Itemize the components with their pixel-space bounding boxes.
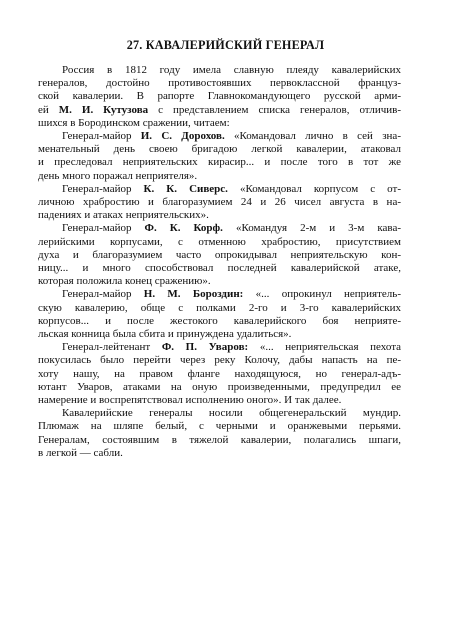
- text-run: ютант Уваров, атаками на оную произведенными, предупредил ее: [38, 380, 401, 393]
- text-run: Генерал-майор: [62, 182, 144, 195]
- text-line: [38, 143, 401, 156]
- text-line: [38, 156, 401, 169]
- text-line: [38, 341, 401, 354]
- text-run: покусилась было перейти через реку Колочу, дабы напасть на пе-: [38, 354, 401, 367]
- text-line: [38, 209, 401, 222]
- text-run: день много поражал неприятеля».: [38, 169, 198, 182]
- text-line: [38, 104, 401, 117]
- chapter-title: 27. КАВАЛЕРИЙСКИЙ ГЕНЕРАЛ: [126, 38, 325, 52]
- paragraph: [38, 64, 401, 130]
- text-run: в легкой — сабли.: [38, 446, 123, 459]
- text-run: лерийскими корпусами, с отменною храбростию, присутствием: [38, 235, 401, 248]
- text-run: Плюмаж на шляпе белый, с черными и оранжевыми перьями.: [38, 420, 401, 433]
- text-line: [38, 222, 401, 235]
- text-run: льская конница была сбита и принуждена удалиться».: [38, 328, 292, 341]
- text-line: [38, 275, 401, 288]
- text-line: [38, 434, 401, 447]
- text-line: [38, 249, 401, 262]
- text-line: [38, 117, 401, 130]
- text-run: «... неприятельская пехота: [248, 341, 401, 354]
- paragraph: [38, 407, 401, 460]
- text-run: ей: [38, 103, 59, 116]
- text-run: «Командовал корпусом с от-: [227, 182, 401, 195]
- text-run: хоту нашу, на правом фланге находящуюся, но генерал-адъ-: [38, 367, 401, 380]
- body-text: [38, 64, 401, 460]
- paragraph: [38, 288, 401, 341]
- paragraph: [38, 130, 401, 183]
- text-run: Генерал-майор: [62, 288, 144, 301]
- text-run: «Командуя 2-м и 3-м кава-: [222, 222, 401, 235]
- text-run: которая положила конец сражению».: [38, 275, 211, 288]
- text-run: с представлением списка генералов, отличив-: [148, 103, 401, 116]
- text-run: корпусов... и после жестокого кавалерийского боя неприяте-: [38, 314, 401, 327]
- text-run: падениях и атаках неприятельских».: [38, 209, 209, 222]
- text-line: [38, 196, 401, 209]
- text-line: [38, 170, 401, 183]
- paragraph: [38, 341, 401, 407]
- text-run: Генерал-майор: [62, 222, 145, 235]
- text-line: [38, 354, 401, 367]
- text-run: Генерал-лейтенант: [62, 341, 162, 354]
- text-run: генералов, достойно противостоявших первоклассной француз-: [38, 77, 401, 90]
- text-line: [38, 381, 401, 394]
- text-line: [38, 315, 401, 328]
- text-run: ницу... и много способствовал последней кавалерийской атаке,: [38, 262, 401, 275]
- person-name: Н. М. Бороздин:: [143, 288, 244, 301]
- text-line: [38, 130, 401, 143]
- person-name: К. К. Сиверс.: [143, 182, 228, 195]
- text-run: шихся в Бородинском сражении, читаем:: [38, 116, 230, 129]
- text-run: намерение и воспрепятствовал исполнению оного». И так далее.: [38, 394, 342, 407]
- text-run: и преследовал неприятельских кирасир... и после того в тот же: [38, 156, 401, 169]
- text-line: [38, 368, 401, 381]
- text-run: личною храбростию и благоразумием 24 и 26 чисел августа в на-: [38, 196, 401, 209]
- text-line: [38, 407, 401, 420]
- text-run: Россия в 1812 году имела славную плеяду кавалерийских: [62, 64, 401, 76]
- text-line: [38, 77, 401, 90]
- text-line: [38, 236, 401, 249]
- person-name: Ф. К. Корф.: [144, 222, 223, 235]
- paragraph: [38, 222, 401, 288]
- text-run: Генералам, состоявшим в тяжелой кавалерии, полагались шпаги,: [38, 433, 401, 446]
- paragraph: [38, 183, 401, 223]
- person-name: Ф. П. Уваров:: [161, 341, 249, 354]
- text-run: Генерал-майор: [62, 130, 141, 143]
- text-run: менательный день своею бригадою легкой кавалерии, атаковал: [38, 143, 401, 156]
- text-line: [38, 183, 401, 196]
- person-name: И. С. Дорохов.: [140, 130, 225, 143]
- text-line: [38, 288, 401, 301]
- text-line: [38, 447, 401, 460]
- text-run: духа и благоразумием часто опрокидывал неприятельскую кон-: [38, 248, 401, 261]
- text-line: [38, 328, 401, 341]
- text-line: [38, 262, 401, 275]
- text-run: Кавалерийские генералы носили общегенеральский мундир.: [62, 407, 401, 420]
- text-run: «... опрокинул неприятель-: [243, 288, 401, 301]
- text-run: скую кавалерию, обще с полками 2-го и 3-го кавалерийских: [38, 301, 401, 314]
- text-line: [38, 302, 401, 315]
- person-name: М. И. Кутузова: [58, 103, 149, 116]
- text-run: «Командовал лично в сей зна-: [224, 130, 401, 143]
- text-line: [38, 420, 401, 433]
- text-run: ской кавалерии. В рапорте Главнокомандующего русской арми-: [38, 90, 401, 103]
- text-line: [38, 64, 401, 77]
- text-line: [38, 90, 401, 103]
- text-line: [38, 394, 401, 407]
